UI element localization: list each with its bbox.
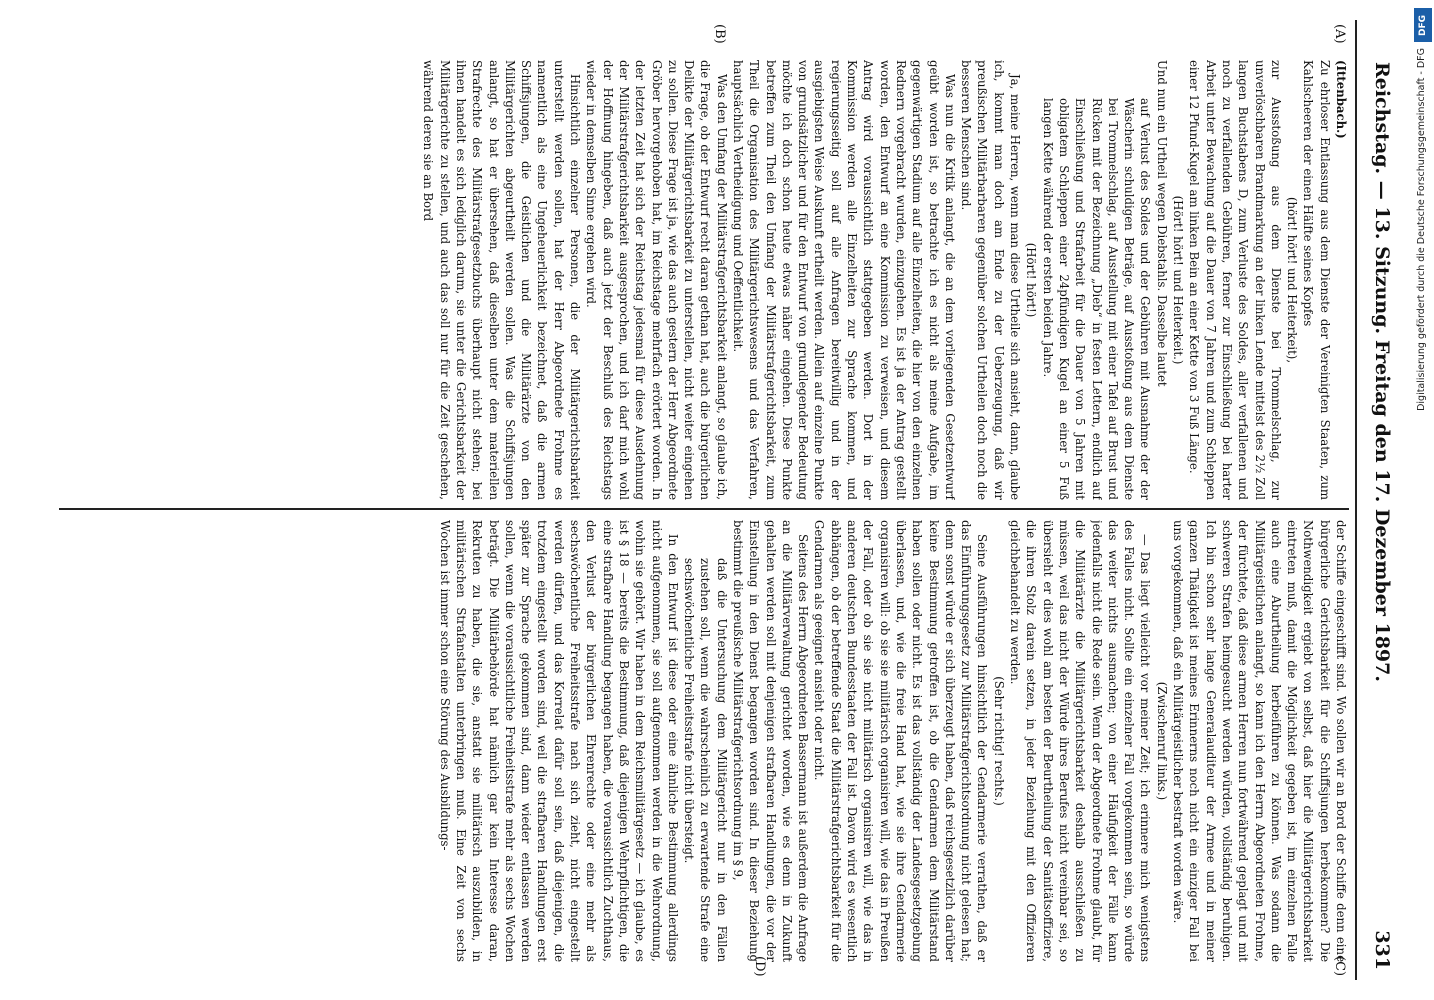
paragraph: Und nun ein Urtheil wegen Diebstahls. Dasselbe lautet [1154, 60, 1169, 387]
paragraph: Zu ehrloser Entlassung aus dem Dienste der Vereinigten Staaten, zum Kahlscheeren der einen Hälfte seines Kopfes [1301, 60, 1332, 500]
paragraph: auf Verlust des Soldes und der Gebühren mit Ausnahme der der Wäscherin schuldigen Beträge, auf Ausstoßung aus dem Dienste bei Trommelschlag, auf Ausstellung mit einer Tafel auf Brust und Rücken mit der Bezeichnung „Dieb“ in festen Lettern, endlich auf Einschließung und Strafarbeit für die Dauer von 5 Jahren mit obligatem Schleppen einer 24pfündigen Kugel an einer 5 Fuß langen Kette während der ersten beiden Jahre. [1040, 98, 1153, 500]
margin-marker-a: (A) [1332, 24, 1347, 44]
paragraph: (Hört! hört!) [1024, 242, 1039, 318]
paragraph: — Das liegt vielleicht vor meiner Zeit; ich erinnere mich wenigstens des Falles nicht. Sollte ein einzelner Fall vorgekommen sein, so würde das weiter nichts ausmachen; von einer Häufigkeit der Fälle kann jedenfalls nicht die Rede sein. Wenn der Abgeordnete Frohme glaubt, für die Militärärzte die Militärgerichtsbarkeit deshalb ausschließen zu müssen, weil das nicht der Würde ihres Berufes nicht vereinbar sei, so übersieht er dies wohl am besten der Beurtheilung der Sanitätsoffiziere, die ihren Stolz darein setzen, in jeder Beziehung mit den Offizieren gleichbehandelt zu werden. [1008, 520, 1153, 962]
digitization-note: Digitalisierung gefördert durch die Deutsche Forschungsgemeinschaft - DFG [1416, 48, 1427, 411]
paragraph: Was nun die Kritik anlangt, die an dem vorliegenden Gesetzentwurf geübt worden ist, so betrachte ich es nicht als meine Aufgabe, im gegenwärtigen Stadium auf alle Einzelheiten, die hier von den einzelnen Rednern vorgebracht wurden, einzugehen. Es ist ja der Antrag gestellt worden, den Entwurf an eine Kommission zu verweisen, und diesem Antrag wird voraussichtlich stattgegeben werden. Dort in der Kommission werden alle Einzelheiten zur Sprache kommen, und regierungsseitig soll auf alle Anfragen bereitwillig und in der ausgiebigsten Weise Auskunft ertheilt werden. Allein auf einzelne Punkte von grundsätzlicher und für den Entwurf von grundlegender Bedeutung möchte ich doch schon heute etwas näher eingehen. Diese Punkte betreffen zum Theil den Umfang der Militärstrafgerichtsbarkeit, zum Theil die Organisation des Militärgerichtswesens und das Verfahren, hauptsächlich Vertheidigung und Oeffentlichkeit. [731, 60, 957, 500]
paragraph: Seine Ausführungen hinsichtlich der Gendarmerie verrathen, daß er das Einführungsgesetz zur Militärstrafgerichtsordnung nicht gelesen hat; denn sonst würde er sich überzeugt haben, daß reichsgesetzlich darüber keine Bestimmung getroffen ist, ob die Gendarmen dem Militärstand haben sollen oder nicht. Es ist das vollständig der Landesgesetzgebung überlassen, und, wie die freie Hand hat, wie sie ihre Gendarmerie organisiren will: ob sie sie militärisch organisiren will, wie das in Preußen der Fall, oder ob sie sie nicht militärisch organisiren will, wie das in anderen deutschen Bundesstaaten der Fall ist. Davon wird es wesentlich abhängen, ob der betreffende Staat die Militärstrafgerichtsbarkeit für die Gendarmen als geeignet ansieht oder nicht. [812, 520, 990, 962]
left-column [59, 60, 1349, 500]
margin-marker-b: (B) [712, 24, 727, 44]
paragraph: zur Ausstoßung aus dem Dienste bei Trommelschlag, zur unverlöschbaren Brandmarkung an der linken Lende mittelst des 2½ Zoll langen Buchstabens D, zum Verluste des Soldes, aller verfallenen und noch zu verfallenden Gebühren, ferner zur Einschließung bei harter Arbeit unter Bewachung auf die Dauer von 7 Jahren und zum Schleppen einer 12 Pfund-Kugel am linken Bein an einer Kette von 3 Fuß Länge. [1187, 60, 1283, 500]
paragraph: (Zwischenruf links.) [1154, 681, 1169, 801]
page-number: 331 [1371, 930, 1393, 970]
header-session: Reichstag. — 13. Sitzung. [1371, 62, 1393, 335]
paragraph: (Hört! hört! und Heiterkeit.) [1171, 195, 1186, 365]
right-column [59, 520, 1349, 962]
page-header [1355, 20, 1407, 980]
paragraph: daß die Untersuchung dem Militärgericht nur in den Fällen zustehen soll, wenn die wahrscheinlich zu erwartende Strafe eine sechswöchentliche Freiheitsstrafe nicht übersteigt. [682, 558, 729, 962]
margin-marker-d: (D) [752, 956, 767, 977]
digitization-sidebar [1412, 8, 1434, 992]
paragraph: (hört! hört! und Heiterkeit), [1285, 196, 1300, 364]
column-divider [59, 508, 1349, 510]
speaker-name: (Ittenbach.) [1334, 60, 1348, 139]
paragraph: (Sehr richtig! rechts.) [991, 676, 1006, 806]
paragraph: Seitens des Herrn Abgeordneten Bassermann ist außerdem die Anfrage an die Militärverwaltung gerichtet worden, wie es denn in Zukunft gehalten werden soll mit denjenigen strafbaren Handlungen, die vor der Einstellung in den Dienst begangen worden sind. In dieser Beziehung bestimmt die preußische Militärstrafgerichtsordnung im § 9, [731, 520, 811, 962]
paragraph: der Schiffe eingeschifft sind. Wo sollen wir an Bord der Schiffe denn eine bürgerliche Gerichtsbarkeit für die Schiffsjungen herbekommen? Die Nothwendigkeit ergiebt von selbst, daß hier die Militärgerichtsbarkeit eintreten muß, damit die Möglichkeit gegeben ist, im einzelnen Falle auch eine Aburtheilung herbeiführen zu können. Was sodann die Militärgeistlichen anlangt, so kann ich den Herrn Abgeordneten Frohme, der fürchtete, daß diese armen Herren nun fortwährend geplagt und mit schweren Strafen heimgesucht werden würden, vollständig beruhigen. Ich bin schon sehr lange Generalauditeur der Armee und in meiner ganzen Thätigkeit ist meines Erinnerns noch nicht ein einziger Fall bei uns vorgekommen, daß ein Militärgeistlicher bestraft worden wäre. [1171, 520, 1348, 962]
dfg-logo: DFG [1414, 8, 1432, 42]
paragraph: Hinsichtlich einzelner Personen, die der Militärgerichtsbarkeit unterstellt werden sollen, hat der Herr Abgeordnete Frohme es namentlich als eine Ungeheuerlichkeit bezeichnet, daß die armen Schiffsjungen, die Geistlichen und die Militärärzte von den Militärgerichten abgeurtheilt werden sollen. Was die Schiffsjungen anlangt, so hat er übersehen, daß dieselben unter dem materiellen Strafrechte des Militärstrafgesetzbuchs überhaupt nicht stehen; bei ihnen handelt es sich lediglich darum, sie unter die Gerichtsbarkeit der Militärgerichte zu stellen, und auch das soll nur für die Zeit geschehen, während deren sie an Bord [421, 60, 583, 500]
paragraph: In den Entwurf ist diese oder eine ähnliche Bestimmung allerdings nicht aufgenommen, sie soll aufgenommen werden in die Wehrordnung, wohin sie gehört. Wir haben in dem Reichsmilitärgesetz — ich glaube, es ist § 18 — bereits die Bestimmung, daß diejenigen Wehrpflichtigen, die eine strafbare Handlung begangen haben, die voraussichtlich Zuchthaus, den Verlust der bürgerlichen Ehrenrechte oder eine mehr als sechswöchentliche Freiheitsstrafe nach sich zieht, nicht eingestellt werden dürfen, und das Korrelat dafür soll sein, daß diejenigen, die trotzdem eingestellt worden sind, weil die strafbaren Handlungen erst später zur Sprache gekommen sind, dann wieder entlassen werden sollen, wenn die voraussichtliche Freiheitsstrafe mehr als sechs Wochen beträgt. Die Militärbehörde hat nämlich gar kein Interesse daran, Rekruten zu haben, die sie, anstatt sie militärisch auszubilden, in militärischen Strafanstalten unterbringen muß. Eine Zeit von sechs Wochen ist immer schon eine Störung des Ausbildungs- [437, 520, 680, 962]
header-date: Freitag den 17. Dezember 1897. [1371, 340, 1393, 682]
margin-marker-c: (C) [1332, 956, 1347, 977]
text-columns [59, 20, 1349, 980]
paragraph: Was den Umfang der Militärstrafgerichtsbarkeit anlangt, so glaube ich, die Frage, ob der Entwurf recht daran gethan hat, auch die bürgerlichen Delikte der Militärgerichtsbarkeit zu unterstellen, nicht weiter eingehen zu sollen. Diese Frage ist ja, wie das auch gestern der Herr Abgeordnete Gröber hervorgehoben hat, im Reichstage mehrfach erörtert worden. In der letzten Zeit hat sich der Reichstag jedesmal für diese Ausdehnung der Militärstrafgerichtsbarkeit ausgesprochen, und ich darf mich wohl der Hoffnung hingeben, daß auch jetzt der Beschluß des Reichstags wieder in demselben Sinne ergehen wird. [584, 60, 729, 500]
paragraph: Ja, meine Herren, wenn man diese Urtheile sich ansieht, dann, glaube ich, kommt man doch am Ende zu der Ueberzeugung, daß wir preußischen Militärbarbaren gegenüber solchen Urtheilen doch noch die besseren Menschen sind. [959, 60, 1023, 500]
rotated-scan-page [57, 20, 1407, 980]
